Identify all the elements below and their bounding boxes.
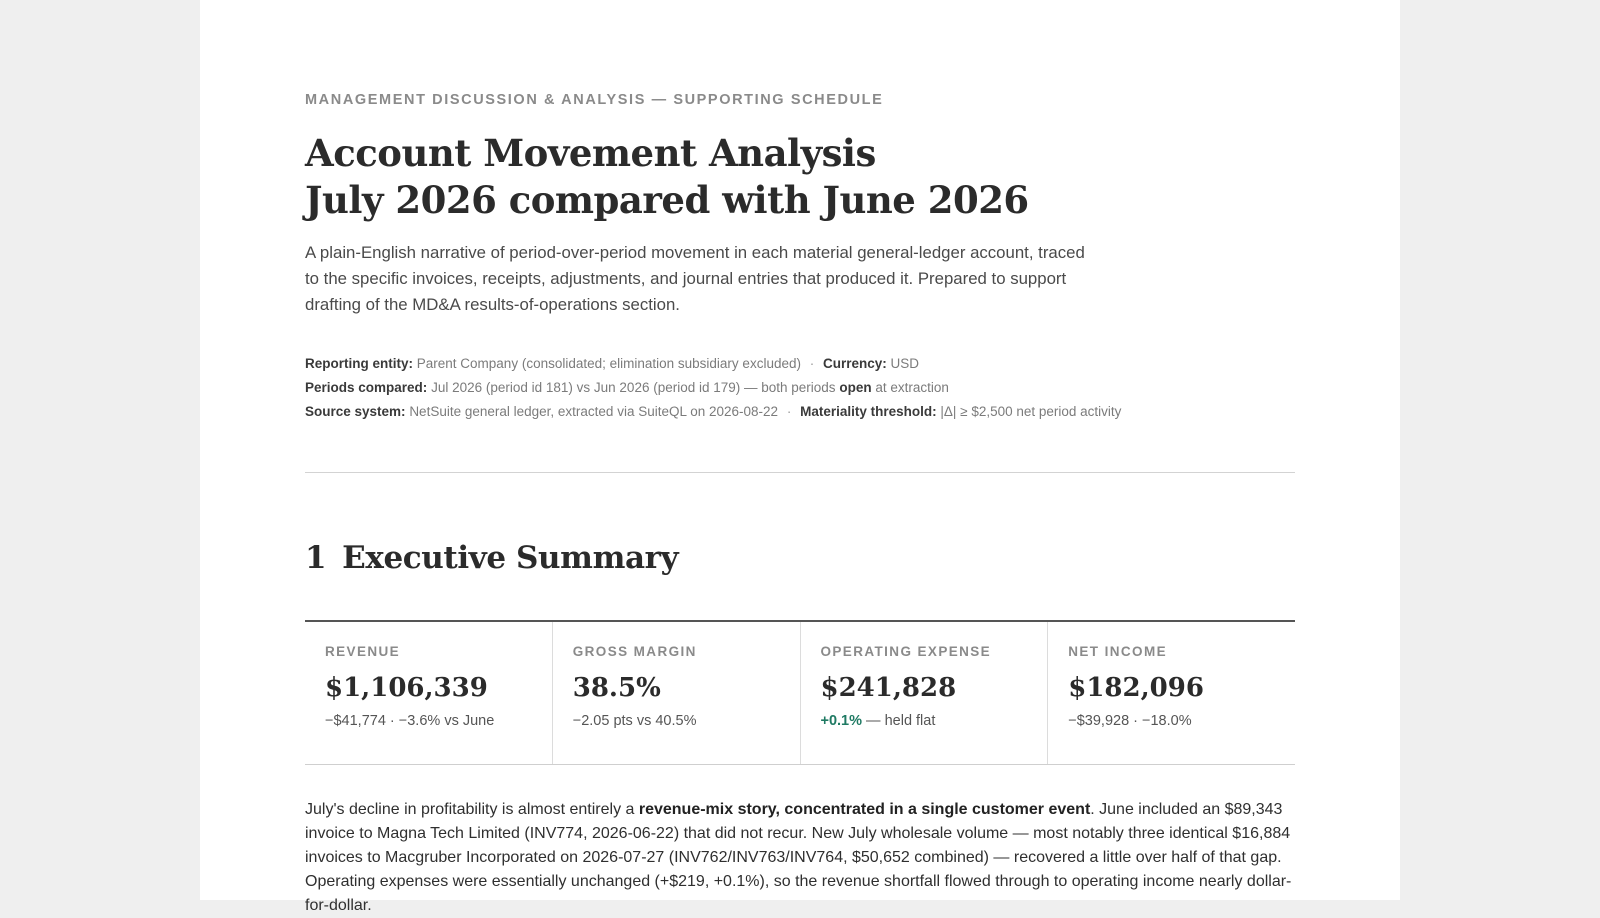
- kpi-delta-text: −$41,774 · −3.6% vs June: [325, 713, 495, 729]
- periods-value: Jul 2026 (period id 181) vs Jun 2026 (period id 179) — both periods: [431, 380, 836, 395]
- title-line-1: Account Movement Analysis: [305, 131, 876, 175]
- summary-text-1: July's decline in profitability is almost entirely a: [305, 801, 639, 818]
- threshold-label: Materiality threshold:: [800, 404, 937, 419]
- periods-status: open: [839, 380, 872, 395]
- meta-row-source: [305, 400, 1295, 424]
- kpi-card-net-income: [1047, 622, 1295, 764]
- summary-paragraph: [305, 798, 1295, 918]
- entity-label: Reporting entity:: [305, 356, 413, 371]
- kpi-value: $1,106,339: [325, 673, 488, 703]
- document-page: [200, 0, 1400, 914]
- currency-value: USD: [890, 356, 920, 371]
- entity-value: Parent Company (consolidated; elimination subsidiary excluded): [416, 356, 801, 371]
- kpi-delta: [573, 713, 780, 729]
- kpi-strip: [305, 620, 1295, 765]
- kpi-delta: [821, 713, 1028, 729]
- separator: ·: [809, 356, 815, 371]
- periods-label: Periods compared:: [305, 380, 428, 395]
- kpi-delta: [1068, 713, 1275, 729]
- kpi-delta-highlight: +0.1%: [820, 713, 863, 729]
- kpi-card-gross-margin: [552, 622, 800, 764]
- section-divider: [305, 472, 1295, 473]
- kpi-label: GROSS MARGIN: [572, 644, 697, 659]
- meta-row-periods: [305, 376, 1295, 400]
- kpi-label: REVENUE: [325, 644, 401, 659]
- currency-label: Currency:: [823, 356, 887, 371]
- kpi-delta-text: — held flat: [862, 713, 936, 729]
- kpi-delta-text: −$39,928 · −18.0%: [1068, 713, 1192, 729]
- kpi-value: $182,096: [1068, 673, 1204, 703]
- title-line-2: July 2026 compared with June 2026: [305, 178, 1029, 222]
- kpi-card-revenue: [305, 622, 552, 764]
- kpi-value: $241,828: [820, 673, 957, 703]
- eyebrow-label: MANAGEMENT DISCUSSION & ANALYSIS — SUPPORTING SCHEDULE: [305, 92, 884, 108]
- summary-text-2: . June included an $89,343 invoice to Magna Tech Limited (INV774, 2026-06-22) that did not recur. New July wholesale volume — most notably three identical $16,884 invoices to Macgruber Incorporated on 2026-07-27 (INV762/INV763/INV764, $50,652 combined) — recovered a little over half of that gap. Operating expenses were essentially unchanged (+$219, +0.1%), so the revenue shortfall flowed through to operating income nearly dollar-for-dollar.: [305, 801, 1292, 914]
- metadata-block: [305, 352, 1295, 424]
- kpi-delta-text: −2.05 pts vs 40.5%: [572, 713, 697, 729]
- section-number: 1: [305, 540, 327, 576]
- kpi-value: 38.5%: [572, 673, 661, 703]
- summary-emphasis: revenue-mix story, concentrated in a single customer event: [638, 801, 1091, 818]
- separator: ·: [786, 404, 792, 419]
- threshold-value: |Δ| ≥ $2,500 net period activity: [940, 404, 1122, 419]
- source-label: Source system:: [305, 404, 406, 419]
- section-title: Executive Summary: [342, 540, 679, 576]
- section-heading: [305, 540, 678, 576]
- source-value: NetSuite general ledger, extracted via SuiteQL on 2026-08-22: [409, 404, 779, 419]
- kpi-label: OPERATING EXPENSE: [820, 644, 992, 659]
- kpi-delta: [325, 713, 532, 729]
- kpi-label: NET INCOME: [1068, 644, 1168, 659]
- kpi-card-operating-expense: [800, 622, 1048, 764]
- page-title: [305, 130, 1029, 224]
- lede-paragraph: A plain-English narrative of period-over-period movement in each material general-ledger account, traced to the specific invoices, receipts, adjustments, and journal entries that produced it. Prepared to support drafting of the MD&A results-of-operations section.: [305, 243, 1085, 314]
- meta-row-entity: [305, 352, 1295, 376]
- periods-suffix: at extraction: [875, 380, 949, 395]
